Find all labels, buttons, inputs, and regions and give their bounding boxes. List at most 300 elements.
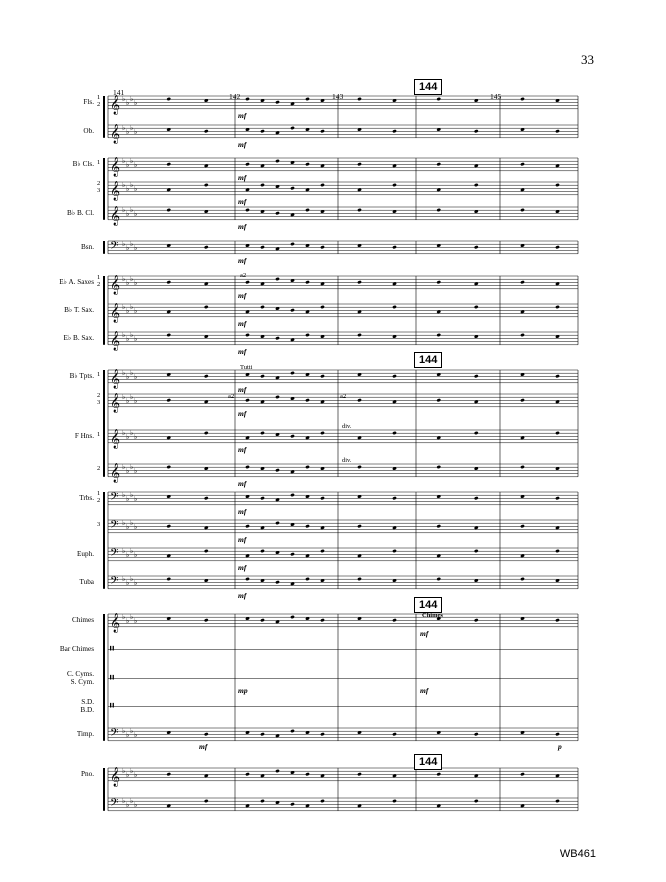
dynamic-mf: mf	[420, 686, 429, 695]
flat-icon: ♭	[134, 397, 138, 405]
flat-icon: ♭	[122, 491, 126, 499]
note-head	[392, 799, 397, 803]
instrument-part-number: 3	[97, 521, 101, 528]
note-head	[204, 496, 209, 500]
note-head	[320, 549, 325, 553]
note-head	[204, 618, 209, 622]
note-head	[474, 374, 479, 378]
flat-icon: ♭	[134, 551, 138, 559]
note-head	[436, 772, 441, 776]
note-head	[305, 524, 310, 528]
note-head	[204, 129, 209, 133]
note-head	[204, 549, 209, 553]
note-head	[555, 549, 560, 553]
note-head	[320, 305, 325, 309]
note-head	[245, 280, 250, 284]
note-head	[260, 732, 265, 736]
flat-icon: ♭	[126, 467, 130, 475]
flat-icon: ♭	[130, 181, 134, 189]
dynamic-mf: mf	[238, 563, 247, 572]
bass-clef-icon: 𝄢	[110, 519, 119, 534]
flat-icon: ♭	[130, 206, 134, 214]
note-head	[166, 97, 171, 101]
note-head	[305, 398, 310, 402]
note-head	[474, 549, 479, 553]
note-head	[290, 126, 295, 130]
treble-clef-icon: 𝄞	[110, 124, 121, 144]
note-head	[166, 208, 171, 212]
note-head	[436, 97, 441, 101]
note-head	[245, 97, 250, 101]
note-head	[204, 183, 209, 187]
instrument-label: B♭ T. Sax.	[64, 306, 94, 314]
rehearsal-mark: 144	[414, 79, 442, 95]
instrument-part-number: 1 2	[97, 274, 101, 288]
instrument-label: F Hns.	[74, 432, 94, 440]
instrument-label: S.D. B.D.	[80, 698, 94, 714]
flat-icon: ♭	[130, 575, 134, 583]
note-head	[290, 371, 295, 375]
treble-clef-icon: 𝄞	[110, 613, 121, 633]
flat-icon: ♭	[126, 495, 130, 503]
flat-icon: ♭	[134, 467, 138, 475]
flat-icon: ♭	[134, 373, 138, 381]
treble-clef-icon: 𝄞	[110, 157, 121, 177]
flat-icon: ♭	[126, 801, 130, 809]
note-head	[260, 618, 265, 622]
measure-number-143: 143	[332, 92, 344, 101]
flat-icon: ♭	[126, 373, 130, 381]
flat-icon: ♭	[134, 128, 138, 136]
instrument-label: Timp.	[76, 730, 94, 738]
instrument-label: Pno.	[81, 770, 94, 778]
note-head	[320, 431, 325, 435]
flat-icon: ♭	[126, 771, 130, 779]
rehearsal-mark: 144	[414, 754, 442, 770]
flat-icon: ♭	[126, 185, 130, 193]
dynamic-p: p	[558, 742, 562, 751]
note-head	[555, 374, 560, 378]
note-head	[166, 398, 171, 402]
note-head	[392, 431, 397, 435]
flat-icon: ♭	[134, 771, 138, 779]
note-head	[392, 129, 397, 133]
instrument-label: B♭ Tpts.	[69, 372, 94, 380]
flat-icon: ♭	[126, 307, 130, 315]
note-head	[474, 431, 479, 435]
treble-clef-icon: 𝄞	[110, 369, 121, 389]
note-head	[166, 577, 171, 581]
note-head	[305, 280, 310, 284]
flat-icon: ♭	[134, 244, 138, 252]
instrument-part-number: 1	[97, 159, 101, 166]
note-head	[520, 465, 525, 469]
flat-icon: ♭	[122, 206, 126, 214]
dynamic-mf: mf	[199, 742, 208, 751]
note-head	[290, 186, 295, 190]
flat-icon: ♭	[134, 279, 138, 287]
treble-clef-icon: 𝄞	[110, 463, 121, 483]
perc-clef-icon: 𝄥	[110, 699, 114, 714]
note-head	[290, 729, 295, 733]
dynamic-mf: mf	[238, 173, 247, 182]
dynamic-mf: mf	[238, 445, 247, 454]
flat-icon: ♭	[130, 240, 134, 248]
note-head	[357, 465, 362, 469]
instrument-label: Bsn.	[81, 243, 94, 251]
note-head	[320, 374, 325, 378]
flat-icon: ♭	[122, 797, 126, 805]
note-head	[305, 333, 310, 337]
note-head	[204, 305, 209, 309]
note-head	[474, 732, 479, 736]
flat-icon: ♭	[130, 767, 134, 775]
flat-icon: ♭	[134, 495, 138, 503]
instrument-label: Fls.	[83, 98, 94, 106]
flat-icon: ♭	[126, 128, 130, 136]
flat-icon: ♭	[130, 727, 134, 735]
flat-icon: ♭	[122, 767, 126, 775]
flat-icon: ♭	[134, 523, 138, 531]
measure-number-145: 145	[490, 92, 502, 101]
instrument-label: B♭ B. Cl.	[67, 209, 94, 217]
dynamic-mf: mf	[238, 222, 247, 231]
flat-icon: ♭	[126, 161, 130, 169]
note-head	[245, 772, 250, 776]
flat-icon: ♭	[130, 797, 134, 805]
note-head	[290, 242, 295, 246]
note-head	[204, 431, 209, 435]
note-head	[436, 280, 441, 284]
bass-clef-icon: 𝄢	[110, 575, 119, 590]
note-head	[245, 577, 250, 581]
note-head	[520, 772, 525, 776]
flat-icon: ♭	[126, 579, 130, 587]
dynamic-mf: mf	[238, 140, 247, 149]
treble-clef-icon: 𝄞	[110, 393, 121, 413]
flat-icon: ♭	[122, 157, 126, 165]
note-head	[320, 732, 325, 736]
flat-icon: ♭	[130, 124, 134, 132]
note-head	[436, 398, 441, 402]
flat-icon: ♭	[134, 335, 138, 343]
note-head	[245, 524, 250, 528]
flat-icon: ♭	[122, 613, 126, 621]
flat-icon: ♭	[126, 210, 130, 218]
note-head	[555, 305, 560, 309]
flat-icon: ♭	[130, 613, 134, 621]
note-head	[305, 208, 310, 212]
note-head	[260, 245, 265, 249]
note-head	[275, 769, 280, 773]
note-head	[436, 577, 441, 581]
note-head	[474, 305, 479, 309]
note-head	[260, 183, 265, 187]
measure-number-142: 142	[229, 92, 241, 101]
note-head	[260, 129, 265, 133]
flat-icon: ♭	[134, 617, 138, 625]
note-head	[290, 615, 295, 619]
measure-number-141: 141	[113, 88, 125, 97]
instrument-part-number: 2 3	[97, 180, 101, 194]
note-head	[320, 183, 325, 187]
note-head	[290, 552, 295, 556]
note-head	[166, 333, 171, 337]
note-head	[245, 208, 250, 212]
div-marking: div.	[342, 423, 352, 430]
note-head	[392, 305, 397, 309]
flat-icon: ♭	[134, 801, 138, 809]
note-head	[260, 799, 265, 803]
flat-icon: ♭	[122, 303, 126, 311]
note-head	[166, 465, 171, 469]
note-head	[275, 336, 280, 340]
div-marking: div.	[342, 457, 352, 464]
treble-clef-icon: 𝄞	[110, 181, 121, 201]
dynamic-mf: mf	[238, 535, 247, 544]
flat-icon: ♭	[126, 551, 130, 559]
a2-marking: a2	[340, 393, 347, 400]
note-head	[392, 245, 397, 249]
dynamic-mf: mf	[238, 347, 247, 356]
flat-icon: ♭	[122, 429, 126, 437]
note-head	[520, 208, 525, 212]
flat-icon: ♭	[130, 95, 134, 103]
note-head	[555, 496, 560, 500]
flat-icon: ♭	[134, 99, 138, 107]
rehearsal-mark: 144	[414, 352, 442, 368]
note-head	[305, 465, 310, 469]
flat-icon: ♭	[122, 727, 126, 735]
note-head	[474, 183, 479, 187]
flat-icon: ♭	[126, 335, 130, 343]
note-head	[357, 524, 362, 528]
note-head	[555, 799, 560, 803]
chimes-marking: Chimes	[422, 612, 443, 619]
note-head	[245, 162, 250, 166]
note-head	[357, 162, 362, 166]
instrument-label: E♭ B. Sax.	[63, 334, 94, 342]
dynamic-mf: mf	[238, 111, 247, 120]
note-head	[474, 129, 479, 133]
bass-clef-icon: 𝄢	[110, 797, 119, 812]
note-head	[392, 549, 397, 553]
note-head	[474, 618, 479, 622]
page-number: 33	[581, 52, 594, 67]
note-head	[555, 732, 560, 736]
flat-icon: ♭	[126, 731, 130, 739]
note-head	[392, 618, 397, 622]
note-head	[555, 431, 560, 435]
flat-icon: ♭	[130, 463, 134, 471]
note-head	[357, 208, 362, 212]
note-head	[392, 732, 397, 736]
note-head	[436, 333, 441, 337]
flat-icon: ♭	[130, 491, 134, 499]
note-head	[520, 280, 525, 284]
instrument-label: Trbs.	[79, 494, 94, 502]
flat-icon: ♭	[122, 575, 126, 583]
note-head	[320, 799, 325, 803]
catalog-number: WB461	[559, 848, 596, 860]
flat-icon: ♭	[130, 157, 134, 165]
note-head	[275, 580, 280, 584]
note-head	[520, 333, 525, 337]
a2-marking: a2	[240, 272, 247, 279]
note-head	[474, 799, 479, 803]
note-head	[305, 577, 310, 581]
treble-clef-icon: 𝄞	[110, 95, 121, 115]
flat-icon: ♭	[126, 617, 130, 625]
note-head	[392, 183, 397, 187]
note-head	[436, 208, 441, 212]
note-head	[520, 524, 525, 528]
note-head	[245, 398, 250, 402]
note-head	[204, 732, 209, 736]
note-head	[357, 398, 362, 402]
instrument-label: Bar Chimes	[59, 645, 94, 653]
note-head	[320, 496, 325, 500]
note-head	[290, 308, 295, 312]
flat-icon: ♭	[122, 393, 126, 401]
note-head	[275, 277, 280, 281]
flat-icon: ♭	[130, 369, 134, 377]
perc-clef-icon: 𝄥	[110, 671, 114, 686]
instrument-label: Euph.	[77, 550, 94, 558]
flat-icon: ♭	[122, 519, 126, 527]
flat-icon: ♭	[134, 433, 138, 441]
note-head	[275, 100, 280, 104]
note-head	[357, 577, 362, 581]
instrument-part-number: 1	[97, 371, 101, 378]
flat-icon: ♭	[130, 547, 134, 555]
note-head	[275, 521, 280, 525]
flat-icon: ♭	[134, 307, 138, 315]
dynamic-mf: mf	[238, 507, 247, 516]
flat-icon: ♭	[126, 433, 130, 441]
bass-clef-icon: 𝄢	[110, 547, 119, 562]
instrument-part-number: 2	[97, 465, 101, 472]
flat-icon: ♭	[126, 99, 130, 107]
treble-clef-icon: 𝄞	[110, 206, 121, 226]
note-head	[357, 333, 362, 337]
flat-icon: ♭	[130, 303, 134, 311]
flat-icon: ♭	[126, 397, 130, 405]
note-head	[260, 305, 265, 309]
flat-icon: ♭	[134, 185, 138, 193]
bass-clef-icon: 𝄢	[110, 240, 119, 255]
flat-icon: ♭	[122, 547, 126, 555]
instrument-label: Tuba	[79, 578, 94, 586]
flat-icon: ♭	[122, 181, 126, 189]
note-head	[275, 159, 280, 163]
note-head	[166, 524, 171, 528]
note-head	[555, 618, 560, 622]
bass-clef-icon: 𝄢	[110, 727, 119, 742]
note-head	[320, 245, 325, 249]
instrument-label: C. Cyms. S. Cym.	[67, 670, 94, 686]
note-head	[290, 493, 295, 497]
note-head	[260, 549, 265, 553]
note-head	[357, 772, 362, 776]
flat-icon: ♭	[122, 463, 126, 471]
note-head	[245, 333, 250, 337]
note-head	[275, 395, 280, 399]
note-head	[290, 434, 295, 438]
instrument-label: Chimes	[72, 616, 94, 624]
note-head	[555, 245, 560, 249]
dynamic-mf: mf	[238, 591, 247, 600]
note-head	[555, 129, 560, 133]
note-head	[320, 129, 325, 133]
note-head	[357, 280, 362, 284]
tutti-marking: Tutti	[240, 364, 253, 371]
flat-icon: ♭	[134, 210, 138, 218]
treble-clef-icon: 𝄞	[110, 767, 121, 787]
flat-icon: ♭	[130, 275, 134, 283]
note-head	[392, 496, 397, 500]
note-head	[436, 524, 441, 528]
flat-icon: ♭	[122, 124, 126, 132]
rehearsal-mark: 144	[414, 597, 442, 613]
flat-icon: ♭	[122, 95, 126, 103]
note-head	[260, 496, 265, 500]
note-head	[305, 97, 310, 101]
note-head	[260, 374, 265, 378]
note-head	[320, 618, 325, 622]
note-head	[204, 799, 209, 803]
treble-clef-icon: 𝄞	[110, 303, 121, 323]
note-head	[555, 183, 560, 187]
note-head	[436, 162, 441, 166]
flat-icon: ♭	[130, 429, 134, 437]
dynamic-mf: mf	[238, 479, 247, 488]
treble-clef-icon: 𝄞	[110, 429, 121, 449]
instrument-label: E♭ A. Saxes	[59, 278, 94, 286]
instrument-part-number: 2 3	[97, 392, 101, 406]
dynamic-mf: mf	[238, 197, 247, 206]
note-head	[357, 97, 362, 101]
note-head	[166, 772, 171, 776]
flat-icon: ♭	[130, 331, 134, 339]
note-head	[305, 162, 310, 166]
treble-clef-icon: 𝄞	[110, 275, 121, 295]
flat-icon: ♭	[122, 275, 126, 283]
note-head	[290, 802, 295, 806]
note-head	[204, 245, 209, 249]
dynamic-mf: mf	[238, 319, 247, 328]
flat-icon: ♭	[134, 731, 138, 739]
instrument-label: B♭ Cls.	[72, 160, 94, 168]
flat-icon: ♭	[122, 369, 126, 377]
note-head	[520, 398, 525, 402]
note-head	[520, 162, 525, 166]
flat-icon: ♭	[130, 519, 134, 527]
flat-icon: ♭	[126, 279, 130, 287]
note-head	[166, 280, 171, 284]
perc-clef-icon: 𝄥	[110, 642, 114, 657]
note-head	[474, 496, 479, 500]
note-head	[520, 97, 525, 101]
instrument-part-number: 1 2	[97, 490, 101, 504]
instrument-label: Ob.	[83, 127, 94, 135]
note-head	[474, 245, 479, 249]
dynamic-mf: mf	[238, 256, 247, 265]
note-head	[275, 468, 280, 472]
flat-icon: ♭	[122, 331, 126, 339]
bass-clef-icon: 𝄢	[110, 491, 119, 506]
dynamic-mf: mf	[238, 409, 247, 418]
